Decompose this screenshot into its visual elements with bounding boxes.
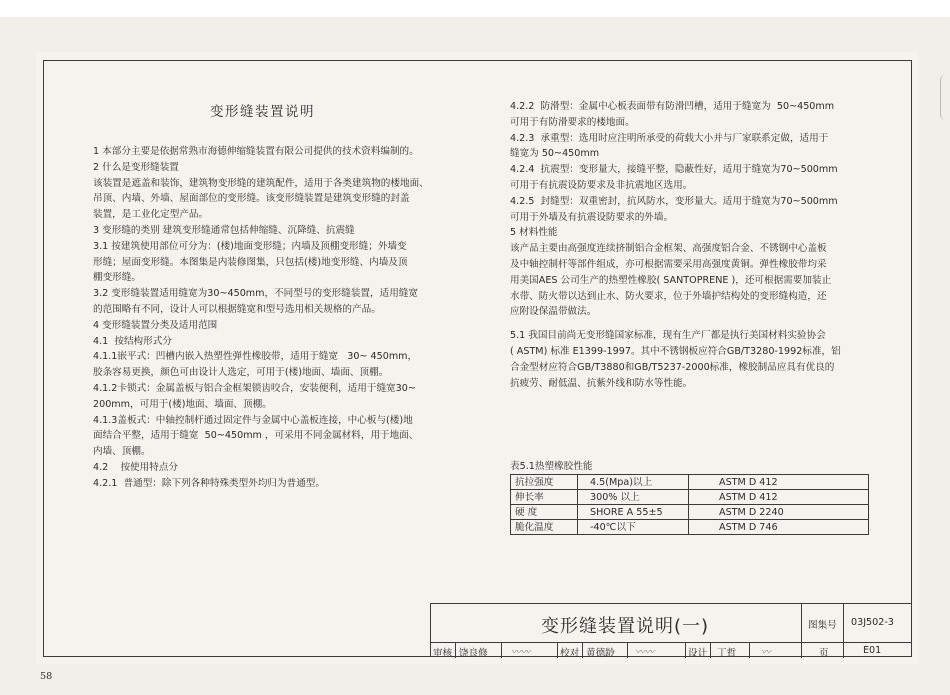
atlas-number: 03J502-3 — [851, 617, 894, 628]
right-text-line: 及中轴控制杆等部件组成，亦可根据需要采用高强度黄铜。弹性橡胶带均采 — [510, 258, 827, 270]
atlas-label: 图集号 — [808, 620, 837, 631]
left-text-line: 4.1.2卡锁式：金属盖板与铝合金框架锁齿咬合，安装便利，适用于缝宽30~ — [93, 382, 416, 394]
review-label: 审核 — [433, 648, 453, 659]
page-title: 变形缝装置说明 — [210, 104, 315, 120]
right-text-line: 可用于外墙及有抗震设防要求的外墙。 — [510, 211, 674, 223]
right-text-line: 5.1 我国目前尚无变形缝国家标准，现有生产厂都是执行美国材料实验协会 — [510, 330, 826, 342]
right-text-line: 应附设保温带做法。 — [510, 306, 597, 318]
right-text-line: 该产品主要由高强度连续挤制铝合金框架、高强度铝合金、不锈钢中心盖板 — [510, 243, 827, 255]
right-text-line: 合金型材应符合GB/T3880和GB/T5237-2000标准，橡胶制品应具有优良的 — [510, 361, 835, 373]
left-text-line: 1 本部分主要是依据常熟市海德伸缩缝装置有限公司提供的技术资料编制的。 — [93, 146, 419, 157]
left-text-line: 内墙、顶棚。 — [93, 446, 151, 458]
table-cell: -40℃以下 — [578, 520, 689, 535]
right-text-line: 可用于有防滑要求的楼地面。 — [510, 116, 635, 128]
left-text-line: 胶条容易更换，颜色可由设计人选定，可用于(楼)地面、墙面、顶棚。 — [93, 367, 389, 379]
table-cell: 伸长率 — [511, 490, 578, 505]
left-text-line: 棚变形缝。 — [93, 272, 141, 284]
left-text-line: 3.1 按建筑使用部位可分为：(楼)地面变形缝；内墙及顶棚变形缝；外墙变 — [93, 240, 407, 252]
properties-table — [510, 474, 869, 535]
right-text-line: ( ASTM) 标准 E1399-1997。其中不锈钢板应符合GB/T3280-1992标准，铝 — [510, 345, 841, 357]
table-row — [511, 475, 869, 490]
reviewer-signature: 〰〰 — [511, 647, 531, 658]
proofer-name: 黄德龄 — [586, 648, 615, 659]
left-text-line: 4.1.3盖板式：中轴控制杆通过固定件与金属中心盖板连接，中心板与(楼)地 — [93, 414, 413, 426]
table-cell: ASTM D 2240 — [689, 505, 869, 520]
title-block — [430, 603, 912, 657]
table-cell: 300% 以上 — [578, 490, 689, 505]
left-text-line: 2 什么是变形缝装置 — [93, 161, 179, 173]
design-label: 设计 — [688, 648, 708, 659]
proofer-signature: 〰〰 — [635, 647, 655, 658]
right-text-line: 5 材料性能 — [510, 227, 558, 239]
left-text-line: 4 变形缝装置分类及适用范围 — [93, 319, 218, 331]
title-block-main-title: 变形缝装置说明(一) — [541, 616, 710, 637]
designer-signature: 〰 — [761, 647, 771, 658]
left-text-line: 3 变形缝的类别 建筑变形缝通常包括伸缩缝、沉降缝、抗震缝 — [93, 224, 355, 236]
table-cell: ASTM D 412 — [689, 490, 869, 505]
right-text-line: 抗疲劳、耐低温、抗紫外线和防水等性能。 — [510, 377, 693, 389]
table-cell: 脆化温度 — [511, 520, 578, 535]
left-text-line: 4.1 按结构形式分 — [93, 335, 172, 347]
left-text-line: 4.2.1 普通型：除下列各种特殊类型外均归为普通型。 — [93, 477, 325, 489]
right-text-line: 4.2.4 抗震型：变形量大，接缝平整，隐蔽性好，适用于缝宽为70~500mm — [510, 164, 838, 176]
right-text-line: 4.2.3 承重型：选用时应注明所承受的荷载大小并与厂家联系定做，适用于 — [510, 132, 829, 144]
designer-name: 丁哲 — [717, 648, 737, 659]
table-cell: 4.5(Mpa)以上 — [578, 475, 689, 490]
table-cell: SHORE A 55±5 — [578, 505, 689, 520]
right-text-line: 用美国AES 公司生产的热塑性橡胶( SANTOPRENE )，还可根据需要加装止 — [510, 274, 832, 286]
table-caption: 表5.1热塑橡胶性能 — [510, 461, 593, 472]
right-text-line: 4.2.5 封缝型：双重密封，抗风防水，变形量大。适用于缝宽为70~500mm — [510, 195, 838, 207]
table-cell: 抗拉强度 — [511, 475, 578, 490]
top-margin — [0, 0, 950, 17]
left-text-column — [93, 144, 473, 492]
page-edge-mark — [940, 75, 950, 120]
left-text-line: 200mm，可用于(楼)地面、墙面、顶棚。 — [93, 398, 272, 410]
table-cell: ASTM D 746 — [689, 520, 869, 535]
left-text-line: 4.1.1嵌平式：凹槽内嵌入热塑性弹性橡胶带，适用于缝宽 30~ 450mm， — [93, 351, 418, 363]
right-text-line: 4.2.2 防滑型：金属中心板表面带有防滑凹槽，适用于缝宽为 50~450mm — [510, 101, 835, 112]
right-text-column — [510, 99, 855, 391]
left-text-line: 的范围略有不同，设计人可以根据缝宽和型号选用相关规格的产品。 — [93, 303, 381, 315]
reviewer-name: 饶良修 — [459, 648, 488, 659]
page-code: E01 — [863, 645, 882, 656]
right-text-line — [510, 320, 855, 328]
table-row — [511, 520, 869, 535]
right-text-line: 水带、防火带以达到止水、防火要求，位于外墙护结构处的变形缝构造，还 — [510, 290, 827, 302]
proof-label: 校对 — [560, 648, 580, 659]
page-label: 页 — [819, 648, 829, 659]
left-text-line: 装置，是工业化定型产品。 — [93, 209, 209, 221]
page-number: 58 — [40, 671, 53, 682]
table-cell: 硬 度 — [511, 505, 578, 520]
table-row — [511, 505, 869, 520]
right-text-line: 缝宽为 50~450mm — [510, 148, 600, 160]
right-text-line: 可用于有抗震设防要求及非抗震地区选用。 — [510, 179, 693, 191]
left-text-line: 吊顶、内墙、外墙、屋面部位的变形缝。该变形缝装置是建筑变形缝的封盖 — [93, 193, 410, 205]
left-text-line: 4.2 按使用特点分 — [93, 461, 179, 473]
left-text-line: 面结合平整，适用于缝宽 50~450mm ，可采用不同金属材料，用于地面、 — [93, 430, 419, 442]
table-row — [511, 490, 869, 505]
left-text-line: 该装置是遮盖和装饰，建筑物变形缝的建筑配件，适用于各类建筑物的楼地面、 — [93, 177, 429, 189]
table-cell: ASTM D 412 — [689, 475, 869, 490]
left-text-line: 3.2 变形缝装置适用缝宽为30~450mm，不同型号的变形缝装置，适用缝宽 — [93, 288, 418, 300]
left-text-line: 形缝；屋面变形缝。本图集是内装修图集，只包括(楼)地变形缝、内墙及顶 — [93, 256, 408, 268]
